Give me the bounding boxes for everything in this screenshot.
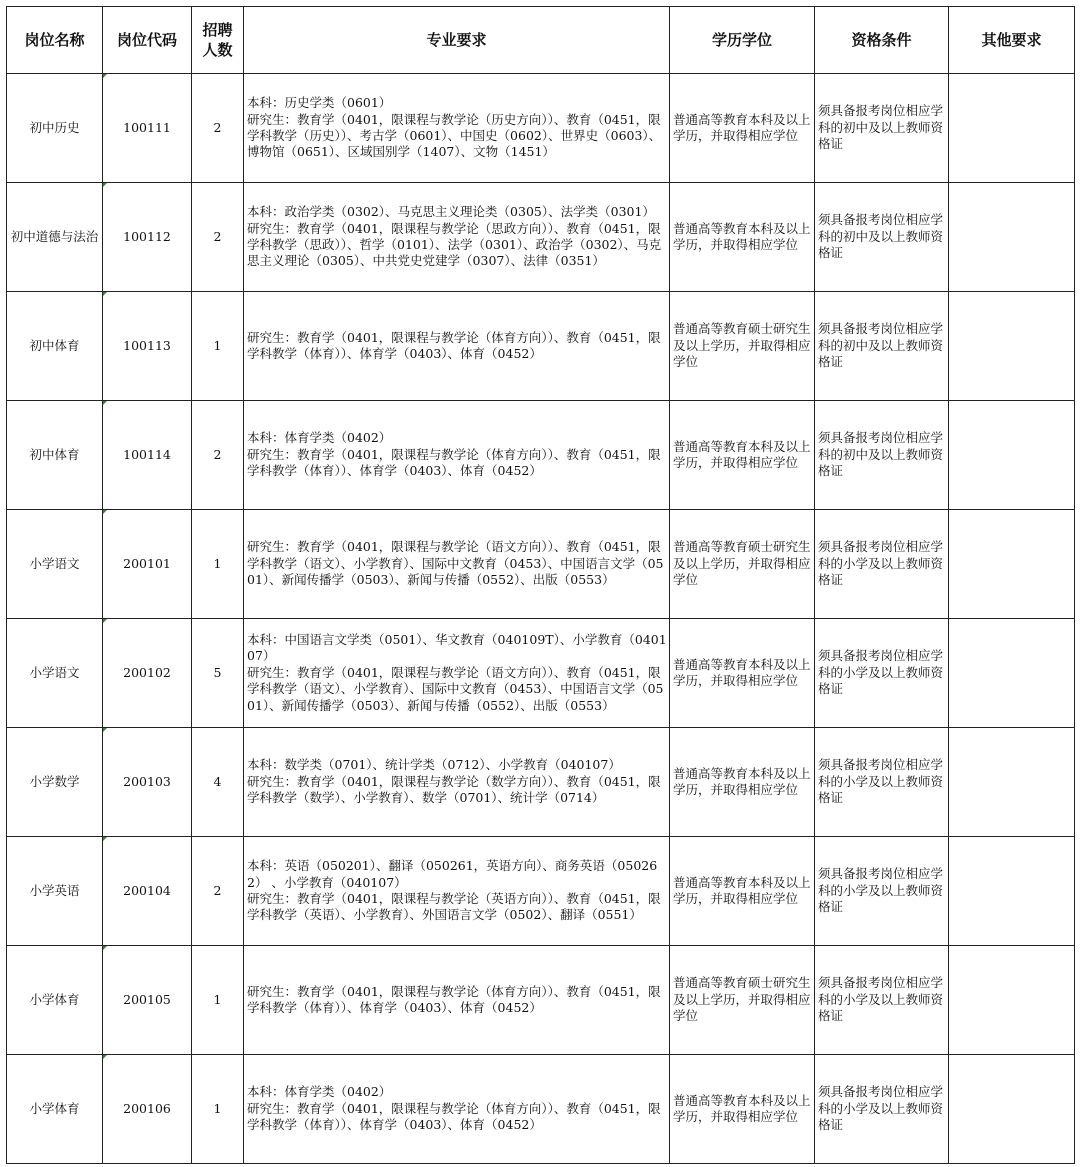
position-name-cell: 小学英语 [7, 837, 103, 946]
hire-count-cell: 4 [192, 728, 244, 837]
position-code-text: 200103 [123, 774, 171, 789]
position-name-cell: 小学体育 [7, 1055, 103, 1164]
position-code-text: 100112 [123, 229, 171, 244]
major-requirement-line: 研究生：教育学（0401，限课程与教学论（体育方向））、教育（0451，限学科教学（体育））、体育学（0403）、体育（0452） [247, 1100, 661, 1133]
qualification-cell: 须具备报考岗位相应学科的小学及以上教师资格证 [815, 510, 949, 619]
cell-marker-icon [103, 401, 107, 405]
position-code-cell [103, 183, 192, 292]
major-requirement-line: 本科：体育学类（0402） [247, 1084, 392, 1100]
header-hire-count-line2: 人数 [202, 41, 233, 59]
position-name-cell: 初中历史 [7, 74, 103, 183]
other-requirement-cell [949, 946, 1075, 1055]
table-row [7, 183, 1075, 292]
position-name-cell: 小学数学 [7, 728, 103, 837]
education-degree-cell: 普通高等教育硕士研究生及以上学历，并取得相应学位 [670, 292, 815, 401]
header-hire-count-line1: 招聘 [202, 21, 233, 39]
table-row [7, 1055, 1075, 1164]
table-row [7, 292, 1075, 401]
header-row [7, 7, 1075, 74]
other-requirement-cell [949, 510, 1075, 619]
qualification-cell: 须具备报考岗位相应学科的初中及以上教师资格证 [815, 401, 949, 510]
cell-marker-icon [103, 292, 107, 296]
major-requirement-line: 研究生：教育学（0401，限课程与教学论（语文方向））、教育（0451，限学科教学（语文）、小学教育）、国际中文教育（0453）、中国语言文学（0501）、新闻传播学（0503）、新闻与传播（0552）、出版（0553） [247, 539, 664, 588]
position-code-cell [103, 619, 192, 728]
major-requirement-line: 研究生：教育学（0401，限课程与教学论（体育方向））、教育（0451，限学科教学（体育））、体育学（0403）、体育（0452） [247, 446, 661, 479]
header-position-code: 岗位代码 [103, 7, 192, 74]
education-degree-cell: 普通高等教育本科及以上学历，并取得相应学位 [670, 74, 815, 183]
position-name-cell: 初中体育 [7, 292, 103, 401]
position-code-cell [103, 1055, 192, 1164]
major-requirement-cell [244, 837, 670, 946]
other-requirement-cell [949, 1055, 1075, 1164]
position-name-cell: 初中体育 [7, 401, 103, 510]
major-requirement-line: 本科：英语（050201）、翻译（050261，英语方向）、商务英语（050262） 、小学教育（040107） [247, 858, 658, 890]
position-name-cell: 小学体育 [7, 946, 103, 1055]
major-requirement-line: 本科：中国语言文学类（0501）、华文教育（040109T）、小学教育（040107） [247, 631, 667, 664]
major-requirement-line: 本科：体育学类（0402） [247, 430, 392, 446]
table-row [7, 728, 1075, 837]
position-code-text: 100113 [123, 338, 171, 353]
qualification-cell: 须具备报考岗位相应学科的小学及以上教师资格证 [815, 1055, 949, 1164]
education-degree-cell: 普通高等教育硕士研究生及以上学历，并取得相应学位 [670, 510, 815, 619]
other-requirement-cell [949, 728, 1075, 837]
header-other-requirement: 其他要求 [949, 7, 1075, 74]
position-name-cell: 小学语文 [7, 619, 103, 728]
position-code-text: 200106 [123, 1101, 171, 1116]
header-position-name: 岗位名称 [7, 7, 103, 74]
cell-marker-icon [103, 510, 107, 514]
position-name-cell: 初中道德与法治 [7, 183, 103, 292]
position-code-cell [103, 728, 192, 837]
position-code-text: 100111 [123, 120, 171, 135]
major-requirement-line: 研究生：教育学（0401，限课程与教学论（思政方向））、教育（0451，限学科教学（思政））、哲学（0101）、法学（0301）、政治学（0302）、马克思主义理论（0305）、中共党史党建学（0307）、法律（0351） [247, 220, 662, 269]
major-requirement-cell [244, 619, 670, 728]
education-degree-cell: 普通高等教育本科及以上学历，并取得相应学位 [670, 728, 815, 837]
education-degree-cell: 普通高等教育本科及以上学历，并取得相应学位 [670, 837, 815, 946]
major-requirement-line: 研究生：教育学（0401，限课程与教学论（数学方向））、教育（0451，限学科教学（数学）、小学教育）、数学（0701）、统计学（0714） [247, 773, 661, 806]
major-requirement-cell [244, 401, 670, 510]
major-requirement-cell [244, 728, 670, 837]
header-major-requirement: 专业要求 [244, 7, 670, 74]
major-requirement-line: 本科：政治学类（0302）、马克思主义理论类（0305）、法学类（0301） [247, 204, 655, 220]
header-education-degree: 学历学位 [670, 7, 815, 74]
position-code-text: 200105 [123, 992, 171, 1007]
position-code-cell [103, 401, 192, 510]
hire-count-cell: 2 [192, 837, 244, 946]
qualification-cell: 须具备报考岗位相应学科的小学及以上教师资格证 [815, 619, 949, 728]
major-requirement-line: 研究生：教育学（0401，限课程与教学论（历史方向））、教育（0451，限学科教学（历史））、考古学（0601）、中国史（0602）、世界史（0603）、博物馆（0651）、区域国别学（1407）、文物（1451） [247, 111, 662, 160]
major-requirement-line: 研究生：教育学（0401，限课程与教学论（体育方向））、教育（0451，限学科教学（体育））、体育学（0403）、体育（0452） [247, 983, 661, 1015]
position-code-text: 200102 [123, 665, 171, 680]
hire-count-cell: 1 [192, 510, 244, 619]
table-row [7, 946, 1075, 1055]
cell-marker-icon [103, 728, 107, 732]
major-requirement-cell [244, 946, 670, 1055]
other-requirement-cell [949, 292, 1075, 401]
education-degree-cell: 普通高等教育本科及以上学历，并取得相应学位 [670, 401, 815, 510]
cell-marker-icon [103, 837, 107, 841]
qualification-cell: 须具备报考岗位相应学科的小学及以上教师资格证 [815, 946, 949, 1055]
major-requirement-line: 研究生：教育学（0401，限课程与教学论（语文方向））、教育（0451，限学科教学（语文）、小学教育）、国际中文教育（0453）、中国语言文学（0501）、新闻传播学（0503）、新闻与传播（0552）、出版（0553） [247, 664, 664, 713]
cell-marker-icon [103, 946, 107, 950]
other-requirement-cell [949, 619, 1075, 728]
education-degree-cell: 普通高等教育本科及以上学历，并取得相应学位 [670, 619, 815, 728]
cell-marker-icon [103, 1055, 107, 1059]
position-code-cell [103, 837, 192, 946]
major-requirement-cell [244, 292, 670, 401]
position-code-cell [103, 510, 192, 619]
other-requirement-cell [949, 837, 1075, 946]
position-code-cell [103, 74, 192, 183]
education-degree-cell: 普通高等教育本科及以上学历，并取得相应学位 [670, 183, 815, 292]
qualification-cell: 须具备报考岗位相应学科的初中及以上教师资格证 [815, 292, 949, 401]
qualification-cell: 须具备报考岗位相应学科的初中及以上教师资格证 [815, 74, 949, 183]
qualification-cell: 须具备报考岗位相应学科的小学及以上教师资格证 [815, 728, 949, 837]
position-code-text: 200101 [123, 556, 171, 571]
position-code-cell [103, 946, 192, 1055]
table-row [7, 619, 1075, 728]
position-code-cell [103, 292, 192, 401]
table-row [7, 74, 1075, 183]
qualification-cell: 须具备报考岗位相应学科的初中及以上教师资格证 [815, 183, 949, 292]
other-requirement-cell [949, 183, 1075, 292]
table-row [7, 401, 1075, 510]
major-requirement-cell [244, 1055, 670, 1164]
major-requirement-line: 研究生：教育学（0401，限课程与教学论（英语方向））、教育（0451，限学科教学（英语）、小学教育）、外国语言文学（0502）、翻译（0551） [247, 891, 661, 923]
major-requirement-cell [244, 510, 670, 619]
major-requirement-line: 本科：数学类（0701）、统计学类（0712）、小学教育（040107） [247, 757, 621, 773]
table-body [7, 74, 1075, 1164]
hire-count-cell: 1 [192, 292, 244, 401]
header-qualification: 资格条件 [815, 7, 949, 74]
cell-marker-icon [103, 74, 107, 78]
hire-count-cell: 1 [192, 1055, 244, 1164]
qualification-cell: 须具备报考岗位相应学科的小学及以上教师资格证 [815, 837, 949, 946]
recruitment-table [6, 6, 1075, 1164]
other-requirement-cell [949, 74, 1075, 183]
cell-marker-icon [103, 183, 107, 187]
header-hire-count [192, 7, 244, 74]
major-requirement-line: 本科：历史学类（0601） [247, 95, 392, 111]
education-degree-cell: 普通高等教育硕士研究生及以上学历，并取得相应学位 [670, 946, 815, 1055]
hire-count-cell: 2 [192, 183, 244, 292]
major-requirement-cell [244, 74, 670, 183]
cell-marker-icon [103, 619, 107, 623]
position-code-text: 100114 [123, 447, 171, 462]
hire-count-cell: 2 [192, 74, 244, 183]
major-requirement-cell [244, 183, 670, 292]
table-row [7, 837, 1075, 946]
other-requirement-cell [949, 401, 1075, 510]
position-name-cell: 小学语文 [7, 510, 103, 619]
hire-count-cell: 1 [192, 946, 244, 1055]
education-degree-cell: 普通高等教育本科及以上学历，并取得相应学位 [670, 1055, 815, 1164]
hire-count-cell: 5 [192, 619, 244, 728]
position-code-text: 200104 [123, 883, 171, 898]
table-row [7, 510, 1075, 619]
hire-count-cell: 2 [192, 401, 244, 510]
major-requirement-line: 研究生：教育学（0401，限课程与教学论（体育方向））、教育（0451，限学科教学（体育））、体育学（0403）、体育（0452） [247, 329, 661, 361]
